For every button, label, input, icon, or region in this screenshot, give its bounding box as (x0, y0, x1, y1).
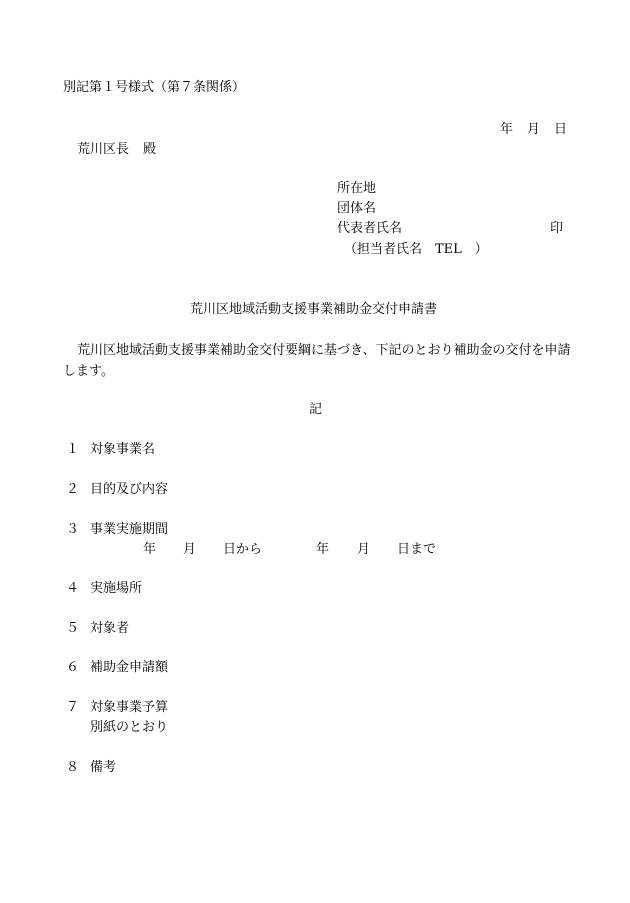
seal-mark: 印 (550, 221, 564, 236)
list-item (66, 480, 168, 500)
applicant-block (337, 179, 402, 239)
item-number: ６ (66, 660, 80, 675)
list-item (66, 758, 116, 778)
list-item (66, 698, 168, 718)
form-header: 別記第１号様式（第７条関係） (63, 80, 246, 95)
representative-label: 代表者氏名 (337, 221, 403, 236)
ki-heading: 記 (309, 402, 323, 417)
contact-line: （担当者氏名 TEL ） (344, 242, 488, 257)
list-item (66, 440, 155, 460)
list-item (66, 658, 168, 678)
date-month-label: 月 (527, 122, 541, 137)
item-label: 備考 (90, 760, 117, 775)
item-label: 実施場所 (90, 581, 143, 596)
item-number: ７ (66, 700, 80, 715)
item-number: ５ (66, 621, 80, 636)
list-item (66, 520, 168, 540)
period-to-month: 月 (357, 542, 371, 557)
date-line (500, 120, 567, 140)
date-year-label: 年 (500, 122, 514, 137)
item-number: ３ (66, 522, 80, 537)
period-to-day: 日まで (397, 542, 437, 557)
date-day-label: 日 (554, 122, 568, 137)
addressee-honorific: 殿 (143, 142, 157, 157)
item-label: 対象事業予算 (90, 700, 169, 715)
item-number: １ (66, 442, 80, 457)
item-label: 目的及び内容 (90, 482, 169, 497)
addressee (77, 140, 156, 160)
period-from-month: 月 (183, 542, 197, 557)
addressee-name: 荒川区長 (77, 142, 130, 157)
period-from-year: 年 (143, 542, 157, 557)
list-item (66, 579, 142, 599)
item-label: 対象者 (90, 621, 130, 636)
period-from-day: 日から (223, 542, 263, 557)
item-number: ４ (66, 581, 80, 596)
document-title: 荒川区地域活動支援事業補助金交付申請書 (190, 302, 438, 317)
item-number: ８ (66, 760, 80, 775)
item-label: 補助金申請額 (90, 660, 169, 675)
list-item (66, 619, 129, 639)
budget-note: 別紙のとおり (90, 720, 169, 735)
item-number: ２ (66, 482, 80, 497)
period-line (66, 540, 466, 560)
address-label: 所在地 (337, 181, 377, 196)
period-to-year: 年 (316, 542, 330, 557)
organization-label: 団体名 (337, 201, 377, 216)
body-text: 荒川区地域活動支援事業補助金交付要綱に基づき、下記のとおり補助金の交付を申請します。 (63, 343, 571, 379)
item-label: 対象事業名 (90, 442, 156, 457)
item-label: 事業実施期間 (90, 522, 169, 537)
